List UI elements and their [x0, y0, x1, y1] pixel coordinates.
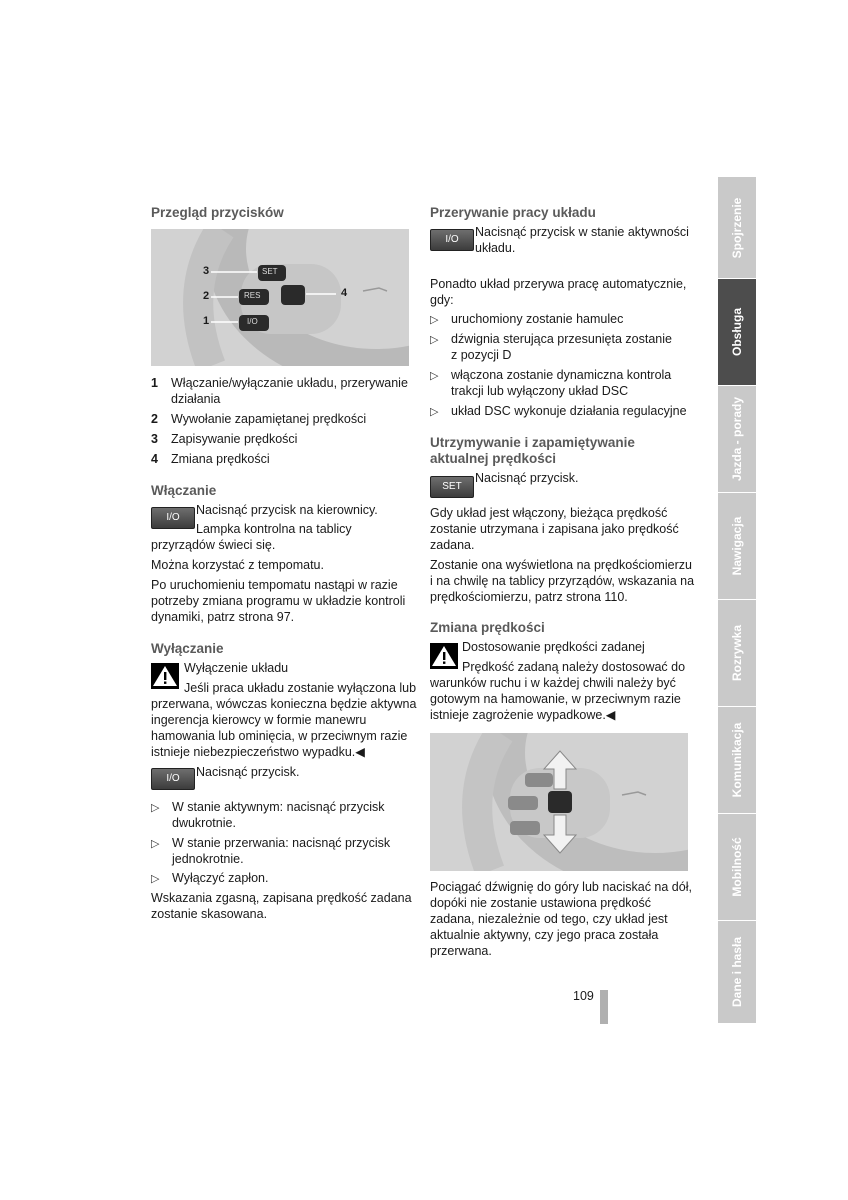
off-bullet-3: Wyłączyć zapłon.	[172, 871, 269, 885]
change-text-4: aktualnie aktywny, czy jego praca została	[430, 928, 659, 942]
change-text-5: przerwana.	[430, 944, 492, 958]
on-text-1: Nacisnąć przycisk na kierownicy.	[196, 503, 378, 517]
tab-mobilnosc[interactable]: Mobilność	[718, 814, 756, 921]
set-button-icon: SET	[430, 476, 474, 498]
keep-heading-1: Utrzymywanie i zapamiętywanie	[430, 435, 635, 450]
photo-label-2: 2	[203, 290, 210, 302]
bullet-icon: ▷	[151, 838, 160, 850]
photo-set-button: SET	[262, 267, 278, 276]
lever-photo	[430, 733, 688, 871]
change-warning-3: warunków ruchu i w każdej chwili należy być	[430, 676, 676, 690]
overview-heading: Przegląd przycisków	[151, 205, 284, 220]
keep-heading-2: aktualnej prędkości	[430, 451, 557, 466]
tab-jazda-porady[interactable]: Jazda - porady	[718, 386, 756, 493]
keep-text-2: zostanie utrzymana i zapisana jako prędkość	[430, 522, 679, 536]
change-warning-4: gotowym na hamowanie, w przeciwnym razie	[430, 692, 681, 706]
tab-komunikacja[interactable]: Komunikacja	[718, 707, 756, 814]
photo-label-4: 4	[341, 287, 348, 299]
off-bullet-2a: W stanie przerwania: nacisnąć przycisk	[172, 836, 391, 850]
interrupt-bullet-2b: z pozycji D	[451, 348, 512, 362]
off-end-1: Wskazania zgasną, zapisana prędkość zadana	[151, 891, 412, 905]
tab-spojrzenie[interactable]: Spojrzenie	[718, 177, 756, 279]
bullet-icon: ▷	[430, 334, 439, 346]
off-end-2: zostanie skasowana.	[151, 907, 268, 921]
off-warning-5: hamowania lub ominięcia, w przeciwnym razie	[151, 729, 408, 743]
off-heading: Wyłączanie	[151, 641, 224, 656]
on-text-5: Po uruchomieniu tempomatu nastąpi w razie	[151, 578, 398, 592]
steering-wheel-photo	[151, 229, 409, 366]
interrupt-bullet-3a: włączona zostanie dynamiczna kontrola	[451, 368, 672, 382]
tab-nawigacja[interactable]: Nawigacja	[718, 493, 756, 600]
off-warning-2: Jeśli praca układu zostanie wyłączona lub	[184, 681, 417, 695]
io-button-icon: I/O	[151, 507, 195, 529]
bullet-icon: ▷	[430, 314, 439, 326]
change-warning-2: Prędkość zadaną należy dostosować do	[462, 660, 686, 674]
keep-text-4: Zostanie ona wyświetlona na prędkościomierzu	[430, 558, 692, 572]
interrupt-bullet-4: układ DSC wykonuje działania regulacyjne	[451, 404, 687, 418]
bullet-icon: ▷	[430, 370, 439, 382]
bullet-icon: ▷	[430, 406, 439, 418]
change-warning-5: istnieje zagrożenie wypadkowe.◀	[430, 708, 616, 722]
interrupt-bullet-1: uruchomiony zostanie hamulec	[451, 312, 624, 326]
page-marker	[600, 990, 608, 1024]
photo-label-1: 1	[203, 315, 210, 327]
on-text-6: potrzeby zmiana programu w układzie kontroli	[151, 594, 406, 608]
io-button-icon: I/O	[430, 229, 474, 251]
interrupt-text-2: układu.	[475, 241, 516, 255]
interrupt-bullet-3b: trakcji lub wyłączony układ DSC	[451, 384, 629, 398]
bullet-icon: ▷	[151, 873, 160, 885]
interrupt-bullet-2a: dźwignia sterująca przesunięta zostanie	[451, 332, 672, 346]
legend-item-2: 2 Wywołanie zapamiętanej prędkości	[151, 412, 367, 426]
off-bullet-1a: W stanie aktywnym: nacisnąć przycisk	[172, 800, 385, 814]
photo-label-3: 3	[203, 265, 210, 277]
tab-obsluga[interactable]: Obsługa	[718, 279, 756, 386]
keep-text-5: i na chwilę na tablicy przyrządów, wskazania na	[430, 574, 695, 588]
keep-text-1: Gdy układ jest włączony, bieżąca prędkość	[430, 506, 668, 520]
bullet-icon: ▷	[151, 802, 160, 814]
change-warning-1: Dostosowanie prędkości zadanej	[462, 640, 645, 654]
off-warning-3: przerwana, wówczas konieczna będzie aktywna	[151, 697, 417, 711]
interrupt-text-3: Ponadto układ przerywa pracę automatycznie,	[430, 277, 687, 291]
chapter-tabs	[718, 177, 756, 1023]
legend-item-1: 1 Włączanie/wyłączanie układu, przerywanie	[151, 376, 408, 390]
legend-item-4: 4 Zmiana prędkości	[151, 452, 270, 466]
legend-item-3: 3 Zapisywanie prędkości	[151, 432, 298, 446]
off-warning-1: Wyłączenie układu	[184, 661, 289, 675]
page-number: 109	[573, 989, 594, 1003]
warning-icon	[151, 663, 179, 689]
change-text-3: zadana, niezależnie od tego, czy układ jest	[430, 912, 668, 926]
on-text-3: przyrządów świeci się.	[151, 538, 276, 552]
interrupt-text-4: gdy:	[430, 293, 454, 307]
tab-dane-i-hasla[interactable]: Dane i hasła	[718, 921, 756, 1024]
on-heading: Włączanie	[151, 483, 217, 498]
interrupt-text-1: Nacisnąć przycisk w stanie aktywności	[475, 225, 689, 239]
tab-rozrywka[interactable]: Rozrywka	[718, 600, 756, 707]
off-press: Nacisnąć przycisk.	[196, 765, 300, 779]
keep-text-3: zadana.	[430, 538, 475, 552]
on-text-2: Lampka kontrolna na tablicy	[196, 522, 352, 536]
photo-io-button: I/O	[247, 317, 258, 326]
off-warning-6: istnieje niebezpieczeństwo wypadku.◀	[151, 745, 365, 759]
legend-item-1-cont: działania	[171, 392, 221, 406]
io-button-icon: I/O	[151, 768, 195, 790]
keep-press: Nacisnąć przycisk.	[475, 471, 579, 485]
keep-text-6: prędkościomierzu, patrz strona 110.	[430, 590, 628, 604]
change-text-1: Pociągać dźwignię do góry lub naciskać na dół,	[430, 880, 692, 894]
on-text-7: dynamiki, patrz strona 97.	[151, 610, 295, 624]
off-warning-4: ingerencja kierowcy w formie manewru	[151, 713, 367, 727]
off-bullet-2b: jednokrotnie.	[172, 852, 244, 866]
photo-res-button: RES	[244, 291, 261, 300]
change-heading: Zmiana prędkości	[430, 620, 545, 635]
change-text-2: dopóki nie zostanie ustawiona prędkość	[430, 896, 651, 910]
interrupt-heading: Przerywanie pracy układu	[430, 205, 596, 220]
off-bullet-1b: dwukrotnie.	[172, 816, 236, 830]
on-text-4: Można korzystać z tempomatu.	[151, 558, 324, 572]
warning-icon	[430, 643, 458, 669]
